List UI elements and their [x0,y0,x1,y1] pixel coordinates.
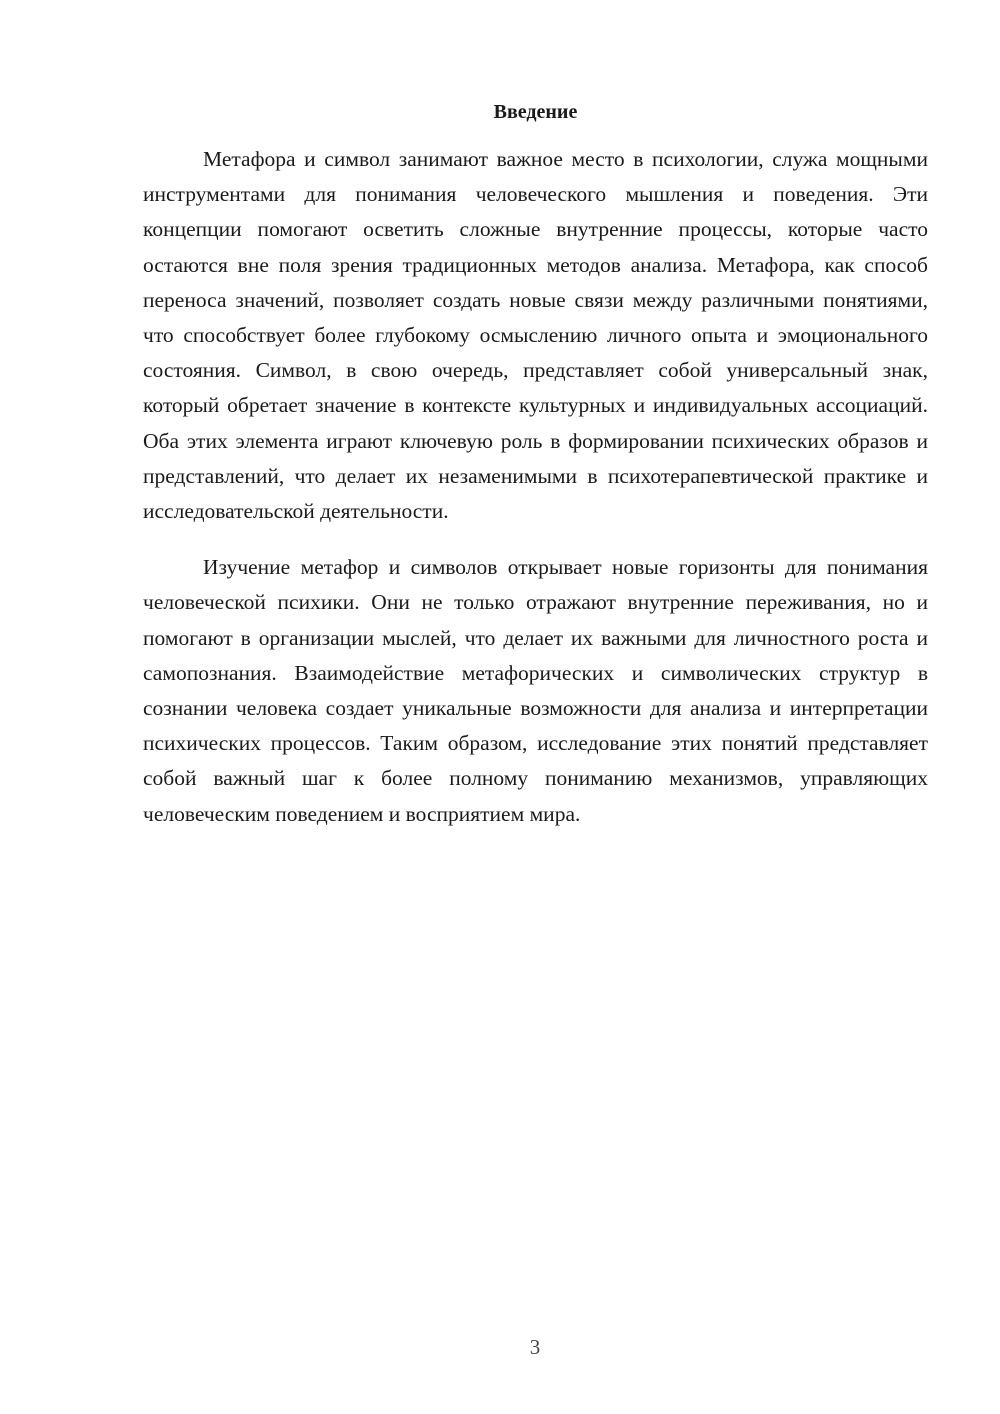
paragraph-1: Метафора и символ занимают важное место в психологии, служа мощными инструментами для понимания человеческого мышления и поведения. Эти концепции помогают осветить сложные внутренние процессы, которые часто остаются вне поля зрения традиционных методов анализа. Метафора, как способ переноса значений, позволяет создать новые связи между различными понятиями, что способствует более глубокому осмыслению личного опыта и эмоционального состояния. Символ, в свою очередь, представляет собой универсальный знак, который обретает значение в контексте культурных и индивидуальных ассоциаций. Оба этих элемента играют ключевую роль в формировании психических образов и представлений, что делает их незаменимыми в психотерапевтической практике и исследовательской деятельности. [143,147,928,524]
section-heading: Введение [493,101,578,123]
paragraph-2: Изучение метафор и символов открывает новые горизонты для понимания человеческой психики. Они не только отражают внутренние переживания, но и помогают в организации мыслей, что делает их важными для личностного роста и самопознания. Взаимодействие метафорических и символических структур в сознании человека создает уникальные возможности для анализа и интерпретации психических процессов. Таким образом, исследование этих понятий представляет собой важный шаг к более полному пониманию механизмов, управляющих человеческим поведением и восприятием мира. [143,555,928,826]
page-number: 3 [529,1335,541,1359]
body-text [143,142,928,832]
